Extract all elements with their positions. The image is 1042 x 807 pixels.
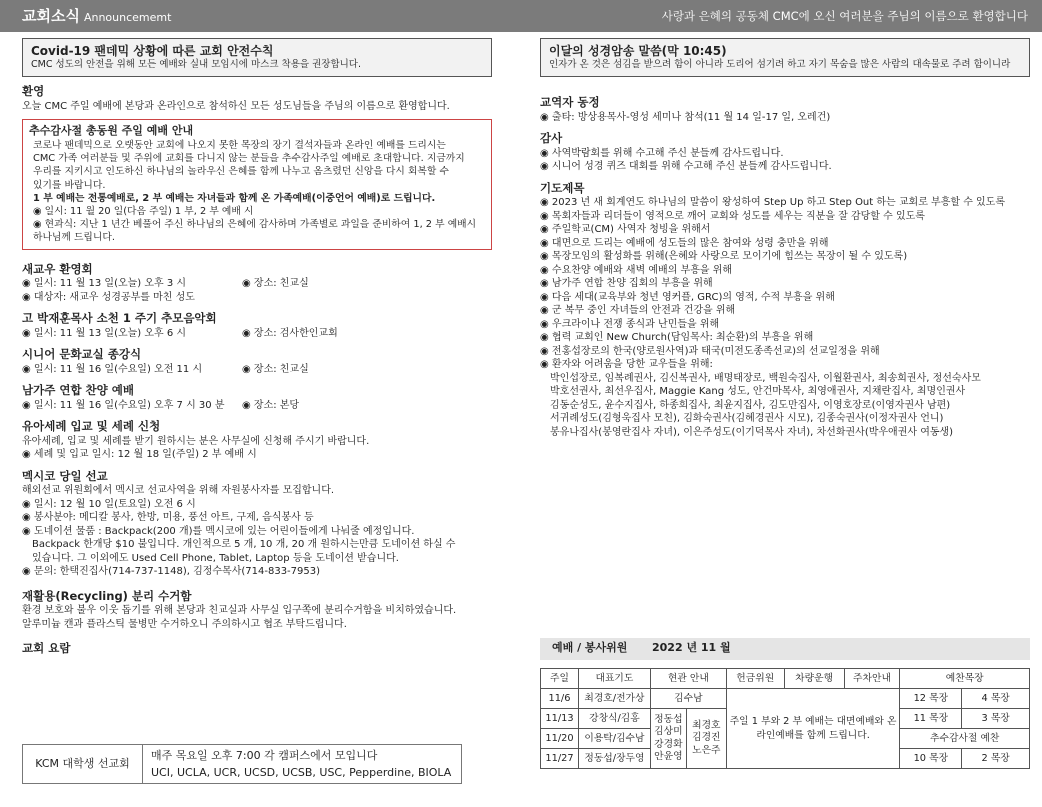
mexico-line-cont: Backpack 한개당 $10 불입니다. 개인적으로 5 개, 10 개, 20 개 원하시는만큼 도네이션 하실 수	[32, 539, 456, 551]
thanksgiving-line: CMC 가족 여러분들 및 주위에 교회를 다니지 않는 분들을 추수감사주일 예배로 초대합니다. 지금까지	[33, 153, 465, 165]
thanksgiving-offer: ◉ 현과식: 지난 1 년간 베풀어 주신 하나님의 은혜에 감사하며 가족별로 과일을 준비하여 1, 2 부 예배시	[33, 219, 477, 231]
prayer-line: ◉ 대면으로 드리는 예배에 성도들의 많은 참여와 성령 충만을 위해	[540, 237, 829, 249]
thanks-line: ◉ 사역박람회를 위해 수고해 주신 분들께 감사드립니다.	[540, 147, 784, 159]
covid-title: Covid-19 팬데믹 상황에 따른 교회 안전수칙	[31, 44, 274, 58]
service-header: 헌금위원	[726, 669, 784, 689]
usher-name: 최경호	[692, 720, 721, 732]
service-mokjang: 3 목장	[962, 709, 1030, 729]
mexico-line: ◉ 봉사분야: 메디칼 봉사, 한방, 미용, 풍선 아트, 구제, 음식봉사 등	[22, 512, 314, 524]
campus-list: UCI, UCLA, UCR, UCSD, UCSB, USC, Pepperdine, BIOLA	[151, 766, 452, 779]
header-title: 교회소식 Announcememt	[22, 7, 172, 25]
thanksgiving-line: 있기를 바랍니다.	[33, 179, 106, 191]
prayer-names: 김동순성도, 윤수지집사, 하종희집사, 최윤지집사, 김도만집사, 이영호장로(이영자권사 남편)	[550, 399, 951, 411]
prayer-line: ◉ 목장모임의 활성화를 위해(은혜와 사랑으로 모이기에 힘쓰는 목장이 될 수 있도록)	[540, 251, 908, 263]
thanksgiving-bold-line: 1 부 예배는 전통예배로, 2 부 예배는 자녀들과 함께 온 가족예배(이중언어 예배)로 드립니다.	[33, 192, 436, 204]
service-header: 대표기도	[578, 669, 650, 689]
thanksgiving-date: ◉ 일시: 11 월 20 일(다음 주일) 1 부, 2 부 예배 시	[33, 205, 254, 217]
campus-name: KCM 대학생 선교회	[23, 745, 143, 783]
staff-title: 교역자 동정	[540, 95, 600, 109]
covid-body: CMC 성도의 안전을 위해 모든 예배와 실내 모임시에 마스크 착용을 권장합니다.	[31, 59, 361, 71]
memorial-title: 고 박재훈목사 소천 1 주기 추모음악회	[22, 311, 217, 326]
verse-title: 이달의 성경암송 말씀(막 10:45)	[549, 44, 727, 58]
service-header: 주일	[541, 669, 579, 689]
thanks-title: 감사	[540, 131, 563, 146]
usher-name: 정동섭	[654, 714, 683, 726]
campus-info	[143, 745, 459, 783]
header-welcome: 사랑과 은혜의 공동체 CMC에 오신 여러분을 주님의 이름으로 환영합니다	[661, 9, 1028, 23]
service-usher-col	[650, 709, 686, 769]
memorial-place: ◉ 장소: 검사한인교회	[242, 327, 338, 339]
mexico-line: ◉ 도네이션 물품 : Backpack(200 개)를 멕시코에 있는 어린이들에게 나눠줄 예정입니다.	[22, 525, 415, 537]
staff-line: ◉ 출타: 방상용목사-영성 세미나 참석(11 월 14 일-17 일, 오레건)	[540, 111, 831, 123]
prayer-line: ◉ 목회자들과 리더들이 영적으로 깨어 교회와 성도를 세우는 직분을 잘 감당할 수 있도록	[540, 210, 925, 222]
prayer-names: 서귀례성도(김형욱집사 모친), 김화숙권사(김혜경권사 시모), 김종숙권사(이정자권사 언니)	[550, 413, 944, 425]
service-date: 11/27	[541, 749, 579, 769]
service-row	[541, 689, 1030, 709]
thanksgiving-line: 코로나 팬데믹으로 오랫동안 교회에 나오지 못한 목장의 장기 결석자들과 온라인 예배를 드리시는	[33, 139, 446, 151]
mens-choir-title: 남가주 연합 찬양 예배	[22, 383, 134, 398]
recycling-line: 알루미늄 캔과 플라스틱 물병만 수거하오니 주의하시고 협조 부탁드립니다.	[22, 618, 347, 630]
service-mokjang: 11 목장	[900, 709, 962, 729]
mens-choir-place: ◉ 장소: 본당	[242, 399, 300, 411]
service-date: 11/13	[541, 709, 579, 729]
newmember-title: 새교우 환영회	[22, 261, 93, 276]
service-usher: 김수남	[650, 689, 726, 709]
service-prayer: 정동섭/장두영	[578, 749, 650, 769]
memorial-date: ◉ 일시: 11 월 13 일(오늘) 오후 6 시	[22, 327, 187, 339]
service-header-row	[541, 669, 1030, 689]
service-header: 예찬목장	[900, 669, 1030, 689]
service-usher-col	[686, 709, 726, 769]
service-bar	[540, 638, 1030, 660]
usher-name: 안윤영	[654, 750, 683, 762]
newmember-place: ◉ 장소: 친교실	[242, 278, 309, 290]
welcome-body: 오늘 CMC 주일 예배에 본당과 온라인으로 참석하신 모든 성도님들을 주님의 이름으로 환영합니다.	[22, 100, 450, 112]
service-bar-title: 예배 / 봉사위원	[552, 641, 628, 654]
service-mokjang: 12 목장	[900, 689, 962, 709]
senior-row	[22, 363, 492, 377]
recycling-line: 환경 보호와 불우 이웃 돕기를 위해 본당과 친교실과 사무실 입구쪽에 분리수거함을 비치하였습니다.	[22, 605, 457, 617]
welcome-title: 환영	[22, 84, 45, 98]
prayer-line: ◉ 수요찬양 예배와 새벽 예배의 부흥을 위해	[540, 264, 733, 276]
prayer-line: ◉ 협력 교회인 New Church(담임목사: 최순환)의 부흥을 위해	[540, 332, 814, 344]
service-header: 주차안내	[844, 669, 900, 689]
baptism-date: ◉ 세례 및 입교 일시: 12 월 18 일(주일) 2 부 예배 시	[22, 449, 257, 461]
service-date: 11/6	[541, 689, 579, 709]
thanksgiving-title: 추수감사절 총동원 주일 예배 안내	[29, 124, 194, 138]
newmember-date: ◉ 일시: 11 월 13 일(오늘) 오후 3 시	[22, 278, 187, 290]
usher-name: 강경화	[654, 738, 683, 750]
mens-choir-row	[22, 399, 492, 413]
prayer-names: 박호선권사, 최선우집사, Maggie Kang 성도, 안건마목사, 최영애권사, 지채란집사, 최명인권사	[550, 386, 966, 398]
service-mokjang: 10 목장	[900, 749, 962, 769]
mexico-line-cont: 있습니다. 그 이외에도 Used Cell Phone, Tablet, Laptop 등을 도네이션 받습니다.	[32, 552, 399, 564]
service-bar-month: 2022 년 11 월	[652, 641, 731, 654]
prayer-title: 기도제목	[540, 180, 585, 195]
mens-choir-date: ◉ 일시: 11 월 16 일(수요일) 오후 7 시 30 분	[22, 399, 225, 411]
service-mokjang: 4 목장	[962, 689, 1030, 709]
verse-body: 인자가 온 것은 섬김을 받으려 함이 아니라 도리어 섬기려 하고 자기 목숨을 많은 사람의 대속물로 주려 함이니라	[549, 59, 1011, 71]
prayer-line: ◉ 전홍섭장로의 한국(양로원사역)과 태국(미전도종족선교)의 선교일정을 위해	[540, 345, 880, 357]
service-date: 11/20	[541, 729, 579, 749]
prayer-line: ◉ 주일학교(CM) 사역자 청빙을 위해서	[540, 224, 711, 236]
service-table	[540, 668, 1030, 769]
thanksgiving-line: 우리를 지키시고 인도하신 하나님의 놀라우신 은혜를 함께 나누고 옴츠렸던 신앙을 다시 회복할 수	[33, 166, 449, 178]
service-prayer: 강창식/김홍	[578, 709, 650, 729]
service-mokjang: 추수감사절 예찬	[900, 729, 1030, 749]
prayer-names: 박인섭장로, 임복례권사, 김신복권사, 배명태장로, 백원숙집사, 이월환권사, 최송희권사, 정선숙사모	[550, 372, 981, 384]
header-bar	[0, 0, 1042, 32]
baptism-title: 유아세례 입교 및 세례 신청	[22, 419, 161, 434]
service-header: 차량운행	[784, 669, 844, 689]
service-prayer: 이용탁/김수남	[578, 729, 650, 749]
service-mokjang: 2 목장	[962, 749, 1030, 769]
church-summary-title: 교회 요람	[22, 641, 71, 656]
newmember-row	[22, 277, 492, 291]
usher-name: 노은주	[692, 744, 721, 756]
memorial-row	[22, 327, 492, 341]
recycling-title: 재활용(Recycling) 분리 수거함	[22, 588, 192, 603]
baptism-body: 유아세례, 입교 및 세례를 받기 원하시는 분은 사무실에 신청해 주시기 바랍니다.	[22, 435, 370, 447]
senior-place: ◉ 장소: 친교실	[242, 363, 309, 375]
mexico-title: 멕시코 당일 선교	[22, 468, 108, 483]
senior-date: ◉ 일시: 11 월 16 일(수요일) 오전 11 시	[22, 363, 203, 375]
prayer-line: ◉ 환자와 어려움을 당한 교우들을 위해:	[540, 359, 713, 371]
prayer-line: ◉ 다음 세대(교육부와 청년 영커플, GRC)의 영적, 수적 부흥을 위해	[540, 291, 835, 303]
covid-notice-box	[22, 38, 492, 77]
left-column	[22, 38, 492, 657]
mexico-line: ◉ 일시: 12 월 10 일(토요일) 오전 6 시	[22, 498, 196, 510]
prayer-line: ◉ 남가주 연합 찬양 집회의 부흥을 위해	[540, 278, 713, 290]
prayer-line: ◉ 2023 년 새 회계연도 하나님의 말씀이 왕성하여 Step Up 하고 Step Out 하는 교회로 부흥할 수 있도록	[540, 197, 1006, 209]
thanksgiving-box	[22, 119, 492, 250]
thanksgiving-offer-cont: 하나님께 드립니다.	[33, 232, 115, 244]
service-prayer: 최경호/전가상	[578, 689, 650, 709]
verse-box	[540, 38, 1030, 77]
campus-schedule: 매주 목요일 오후 7:00 각 캠퍼스에서 모입니다	[151, 749, 378, 762]
prayer-line: ◉ 우크라이나 전쟁 종식과 난민들을 위해	[540, 318, 720, 330]
service-header: 현관 안내	[650, 669, 726, 689]
thanks-line: ◉ 시니어 성경 퀴즈 대회를 위해 수고해 주신 분들께 감사드립니다.	[540, 161, 832, 173]
campus-mission-box	[22, 744, 462, 784]
mexico-intro: 해외선교 위원회에서 멕시코 선교사역을 위해 자원봉사자를 모집합니다.	[22, 485, 335, 497]
prayer-line: ◉ 군 복무 중인 자녀들의 안전과 건강을 위해	[540, 305, 736, 317]
senior-title: 시니어 문화교실 종강식	[22, 347, 142, 362]
right-column	[540, 38, 1030, 439]
newmember-target: ◉ 대상자: 새교우 성경공부를 마친 성도	[22, 291, 195, 303]
mexico-contact: ◉ 문의: 한택진집사(714-737-1148), 김정수목사(714-833-7953)	[22, 566, 321, 578]
usher-name: 김상미	[654, 726, 683, 738]
service-note: 주일 1 부와 2 부 예배는 대면예배와 온라인예배를 함께 드립니다.	[726, 689, 900, 769]
usher-name: 김경진	[692, 732, 721, 744]
prayer-names: 봉유나집사(봉영란집사 자녀), 이은주성도(이기덕목사 자녀), 차선화권사(박우애권사 여동생)	[550, 426, 954, 438]
